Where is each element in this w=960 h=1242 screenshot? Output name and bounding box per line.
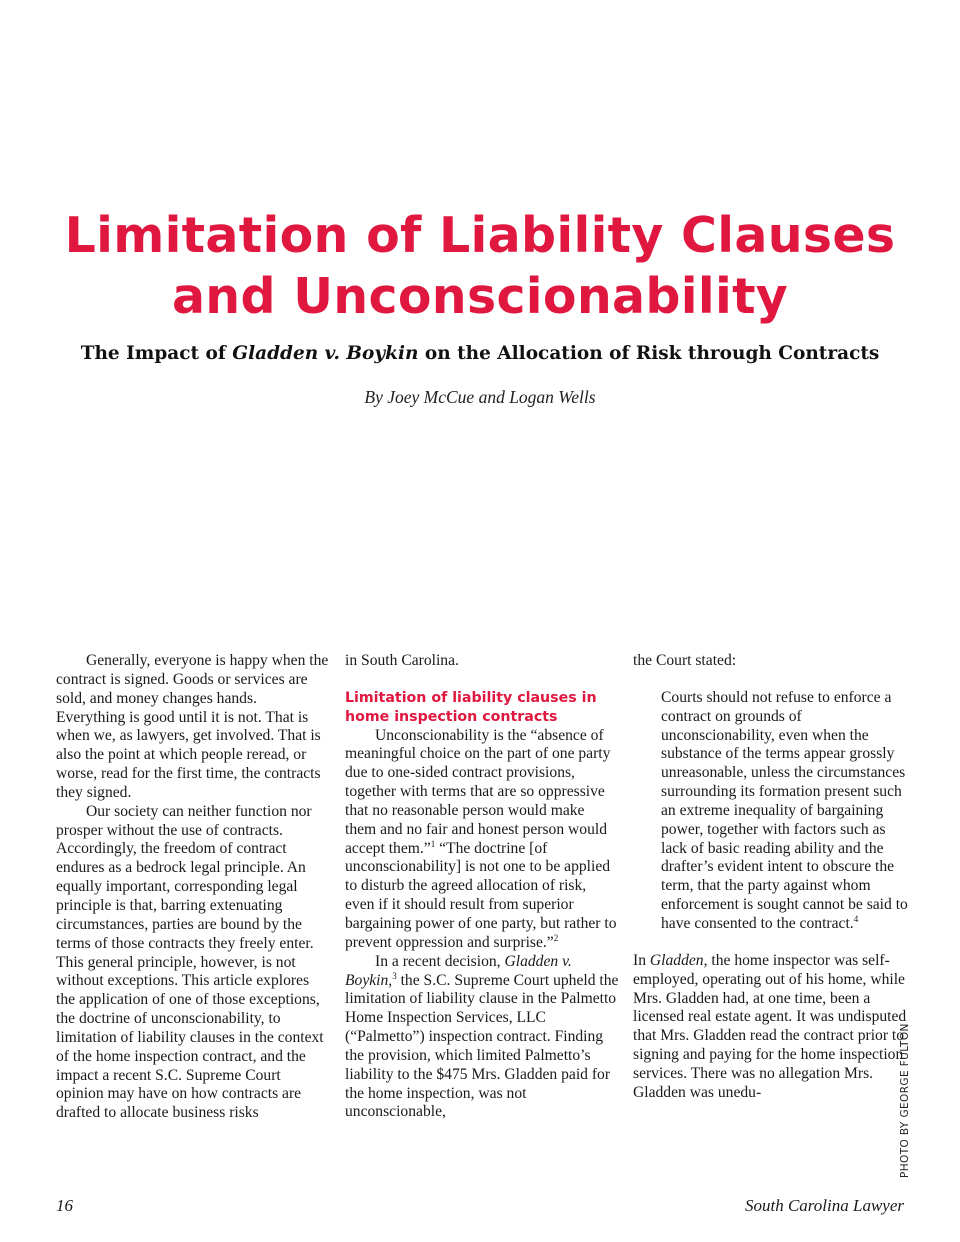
title-line-2: and Unconscionability <box>171 268 789 325</box>
paragraph: Our society can neither function nor prosper without the use of contracts. Accordingly, the freedom of contract endures as a bedrock legal principle. An equally important, corresponding legal principle is that, barring extenuating circumstances, parties are bound by the terms of those contracts they freely enter. This general principle, however, is not without exceptions. This article explores the application of one of those exceptions, the doctrine of unconscionability, to limitation of liability clauses in the context of the home inspection contract, and the impact a recent S.C. Supreme Court opinion may have on how contracts are drafted to allocate business risks <box>56 802 324 1122</box>
block-quote <box>661 689 909 934</box>
paragraph-text: In <box>633 951 650 969</box>
paragraph <box>345 953 619 1123</box>
footnote-marker: 2 <box>553 932 559 943</box>
column-2 <box>345 652 619 1122</box>
paragraph: Generally, everyone is happy when the contract is signed. Goods or services are sold, and money changes hands. Everything is good until it is not. That is when we, as lawyers, get involved. That is also the point at which people reread, or worse, read for the first time, the contracts they signed. <box>56 652 329 801</box>
paragraph-text: , the home inspector was self-employed, operating out of his home, while Mrs. Gladden had, at one time, been a licensed real estate agent. It was undisputed that Mrs. Gladden read the contract prior to signing and paying for the home inspection services. There was no allegation Mrs. Gladden was unedu- <box>633 951 907 1101</box>
quote-text: Courts should not refuse to enforce a contract on grounds of unconscionability, even when the substance of the terms appear grossly unreasonable, unless the circumstances surrounding its formation present such an extreme inequality of bargaining power, together with factors such as lack of basic reading ability and the drafter’s evident intent to obscure the term, that the party against whom enforcement is sought cannot be said to have consented to the contract. <box>661 688 908 932</box>
subtitle-pre: The Impact of <box>80 343 233 364</box>
photo-credit: PHOTO BY GEORGE FULTON <box>899 1023 911 1178</box>
paragraph-text: the S.C. Supreme Court upheld the limitation of liability clause in the Palmetto Home Inspection Services, LLC (“Palmetto”) inspection contract. Finding the provision, which limited Palmetto’s liability to the $475 Mrs. Gladden paid for the home inspection, was not unconscionable, <box>345 971 619 1121</box>
column-1 <box>56 652 330 1123</box>
subtitle-post: on the Allocation of Risk through Contracts <box>418 343 880 364</box>
footnote-marker: 3 <box>392 970 397 981</box>
paragraph <box>633 952 909 1103</box>
section-heading: Limitation of liability clauses in home inspection contracts <box>345 689 597 725</box>
title-line-1: Limitation of Liability Clauses <box>64 207 896 264</box>
article-title <box>0 205 960 327</box>
article-subtitle <box>0 341 960 367</box>
column-3 <box>633 652 909 1103</box>
byline: By Joey McCue and Logan Wells <box>364 387 596 407</box>
paragraph-text: In a recent decision, <box>375 952 505 970</box>
case-name: Gladden <box>649 951 704 969</box>
paragraph-text: “The doctrine [of unconscionability] is not one to be applied to disturb the agreed allocation of risk, even if it should result from superior bargaining power of one party, but rather to prevent oppression and surprise.” <box>345 839 617 951</box>
case-name: Gladden v. Boykin, <box>345 952 572 989</box>
footnote-marker: 1 <box>430 838 436 849</box>
footnote-marker: 4 <box>853 913 859 924</box>
page-number: 16 <box>56 1196 73 1215</box>
paragraph-text: Unconscionability is the “absence of meaningful choice on the part of one party due to one-sided contract provisions, together with terms that are so oppressive that no reasonable person would make them and no fair and honest person would accept them.” <box>345 726 611 857</box>
paragraph <box>345 727 619 953</box>
paragraph: the Court stated: <box>633 652 737 669</box>
paragraph: in South Carolina. <box>345 652 459 669</box>
publication-name: South Carolina Lawyer <box>745 1196 904 1215</box>
subtitle-case-name: Gladden v. Boykin <box>232 343 419 364</box>
